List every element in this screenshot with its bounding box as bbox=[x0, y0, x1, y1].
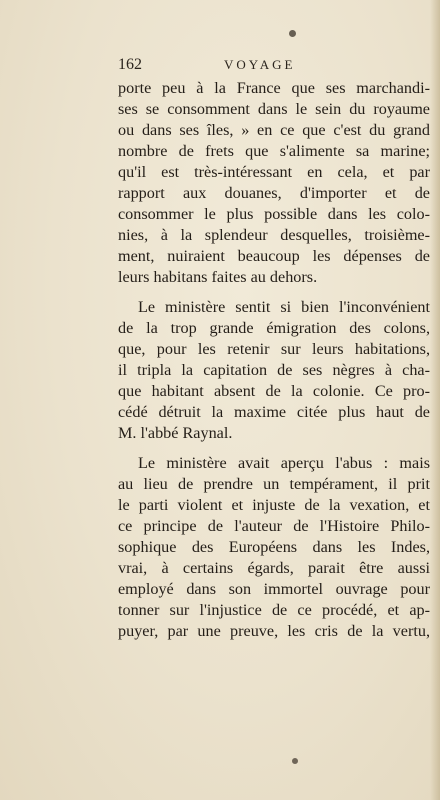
ink-spot-bottom bbox=[292, 758, 298, 764]
text-line: Le ministère sentit si bien l'inconvénient bbox=[138, 298, 430, 316]
text-line: rapport aux douanes, d'importer et de bbox=[118, 184, 430, 202]
text-line: tonner sur l'injustice de ce procédé, et ap- bbox=[118, 601, 430, 619]
text-line: ce principe de l'auteur de l'Histoire Philo- bbox=[118, 517, 430, 535]
paragraph-1 bbox=[118, 78, 430, 288]
body-text bbox=[118, 78, 430, 642]
text-line: leurs habitans faites au dehors. bbox=[118, 268, 318, 286]
text-line: au lieu de prendre un tempérament, il prit bbox=[118, 475, 430, 493]
text-line: le parti violent et injuste de la vexation, et bbox=[118, 496, 430, 514]
text-line: que, pour les retenir sur leurs habitations, bbox=[118, 340, 430, 358]
running-head: VOYAGE bbox=[224, 57, 296, 72]
page-header bbox=[118, 56, 418, 76]
paragraph-2 bbox=[118, 297, 430, 444]
page-edge-shadow bbox=[430, 0, 440, 800]
text-line: ou dans ses îles, » en ce que c'est du grand bbox=[118, 121, 430, 139]
text-line: cédé détruit la maxime citée plus haut de bbox=[118, 403, 430, 421]
text-line: M. l'abbé Raynal. bbox=[118, 424, 233, 442]
text-line: sophique des Européens dans les Indes, bbox=[118, 538, 430, 556]
text-line: puyer, par une preuve, les cris de la vertu, bbox=[118, 622, 430, 640]
text-line: il tripla la capitation de ses nègres à cha- bbox=[118, 361, 430, 379]
text-line: porte peu à la France que ses marchandi- bbox=[118, 79, 430, 97]
text-line: que habitant absent de la colonie. Ce pro- bbox=[118, 382, 430, 400]
text-line: qu'il est très-intéressant en cela, et par bbox=[118, 163, 430, 181]
ink-spot-top bbox=[289, 30, 296, 37]
text-line: ment, nuiraient beaucoup les dépenses de bbox=[118, 247, 430, 265]
text-line: nombre de frets que s'alimente sa marine; bbox=[118, 142, 430, 160]
text-line: ses se consomment dans le sein du royaume bbox=[118, 100, 430, 118]
text-line: employé dans son immortel ouvrage pour bbox=[118, 580, 430, 598]
paragraph-3 bbox=[118, 453, 430, 642]
text-line: consommer le plus possible dans les colo- bbox=[118, 205, 430, 223]
page-number: 162 bbox=[118, 56, 142, 73]
text-line: nies, à la splendeur desquelles, troisième- bbox=[118, 226, 430, 244]
text-line: Le ministère avait aperçu l'abus : mais bbox=[138, 454, 430, 472]
text-line: de la trop grande émigration des colons, bbox=[118, 319, 430, 337]
text-line: vrai, à certains égards, parait être aussi bbox=[118, 559, 430, 577]
